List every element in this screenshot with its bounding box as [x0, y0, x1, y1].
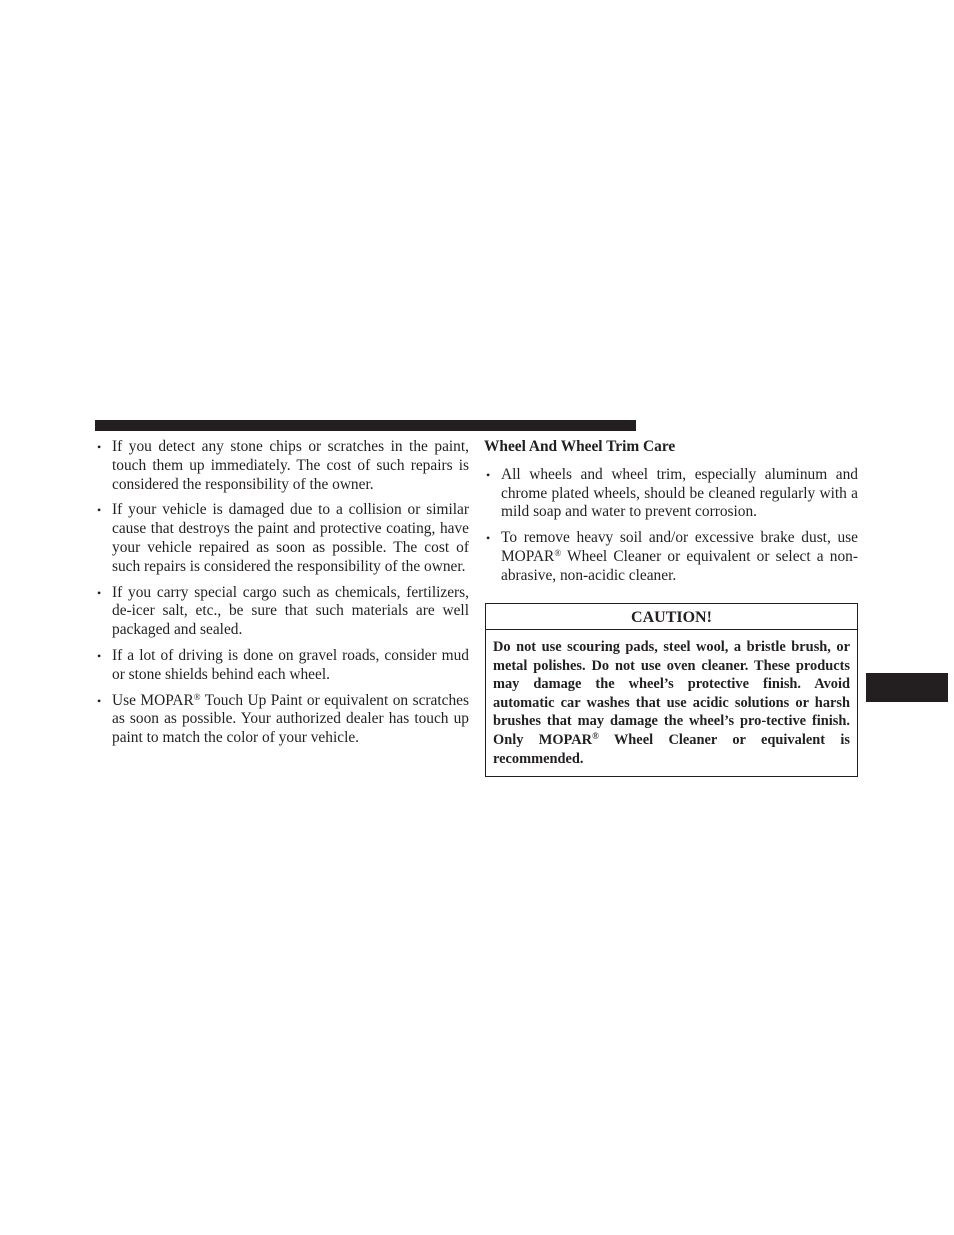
- registered-mark: ®: [554, 547, 562, 558]
- section-heading: Wheel And Wheel Trim Care: [484, 438, 676, 455]
- left-column: [95, 438, 469, 755]
- caution-text-part: Wheel Cleaner or equivalent is recommended.: [493, 731, 850, 767]
- list-item: [484, 529, 858, 585]
- list-item: [95, 692, 469, 748]
- paint-care-list: [95, 438, 469, 748]
- list-item: • All wheels and wheel trim, especially aluminum and chrome plated wheels, should be cleaned regularly with a mild soap and water to prevent corrosion.: [484, 466, 858, 522]
- section-header-bar: [95, 420, 636, 431]
- list-item-text: Touch Up Paint or equivalent on scratches as soon as possible. Your authorized dealer has touch up paint to match the color of your vehicle.: [112, 691, 469, 747]
- wheel-care-list: [484, 466, 858, 586]
- list-item-text: To remove heavy soil and/or excessive brake dust, use MOPAR: [501, 529, 858, 565]
- list-item: • If you detect any stone chips or scratches in the paint, touch them up immediately. The cost of such repairs is considered the responsibility of the owner.: [95, 438, 469, 494]
- registered-mark: ®: [193, 691, 201, 702]
- chapter-thumb-tab: [866, 673, 948, 702]
- caution-title: CAUTION!: [486, 604, 857, 630]
- caution-text-part: Do not use scouring pads, steel wool, a bristle brush, or metal polishes. Do not use oven cleaner. These products may damage the wheel’s protective finish. Avoid automatic car washes that use acidic solutions or harsh brushes that may damage the wheel’s pro-tective finish. Only MOPAR: [493, 639, 850, 748]
- registered-mark: ®: [592, 730, 599, 741]
- caution-text: [486, 630, 857, 768]
- list-item: • If your vehicle is damaged due to a collision or similar cause that destroys the paint and protective coating, have your vehicle repaired as soon as possible. The cost of such repairs is considered the responsibility of the owner.: [95, 501, 469, 576]
- caution-box: [485, 603, 858, 777]
- list-item: • If you carry special cargo such as chemicals, fertilizers, de-icer salt, etc., be sure that such materials are well packaged and sealed.: [95, 584, 469, 640]
- right-column: [484, 438, 858, 593]
- list-item: • If a lot of driving is done on gravel roads, consider mud or stone shields behind each wheel.: [95, 647, 469, 685]
- list-item-text: Wheel Cleaner or equivalent or select a non-abrasive, non-acidic cleaner.: [501, 547, 858, 584]
- list-item-text: Use MOPAR: [112, 691, 194, 709]
